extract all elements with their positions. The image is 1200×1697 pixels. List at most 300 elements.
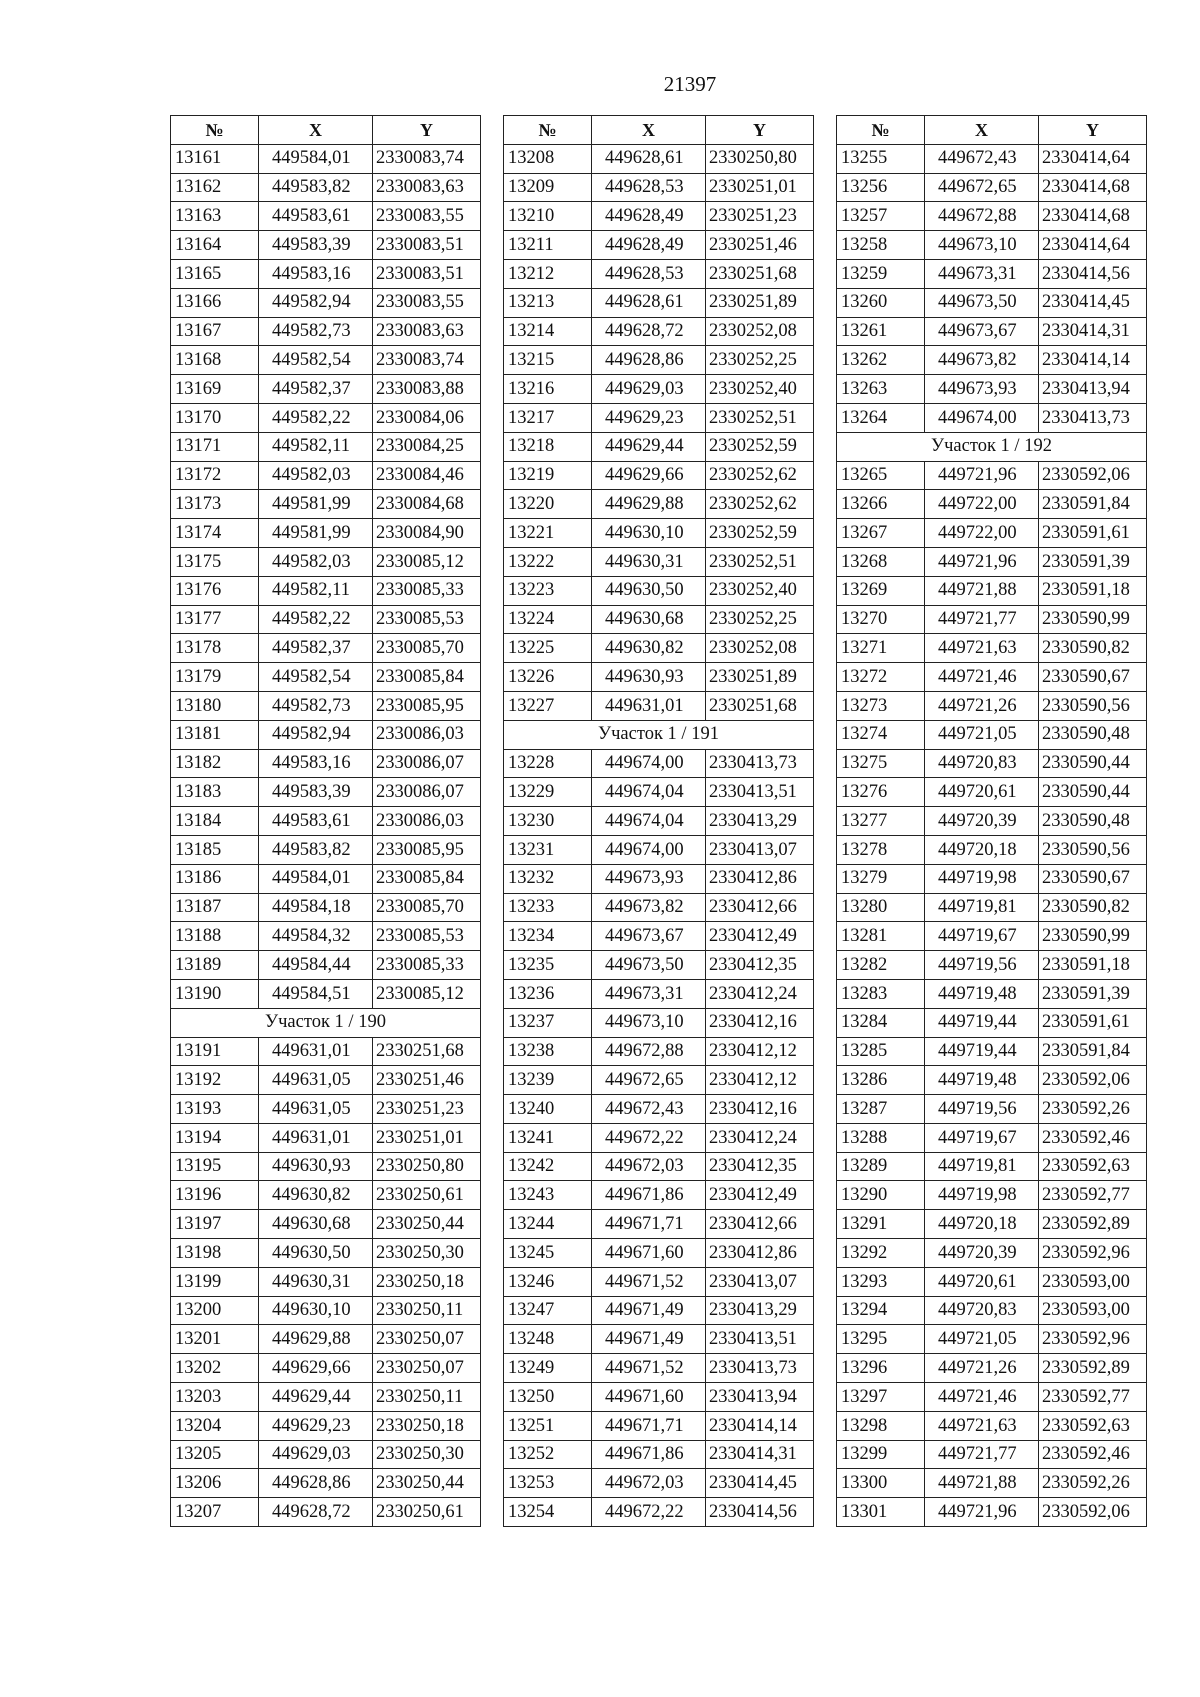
cell-num: 13208: [504, 144, 592, 173]
cell-num: 13221: [504, 519, 592, 548]
table-row: [171, 461, 481, 490]
cell-x: 449671,60: [592, 1383, 706, 1412]
table-row: [837, 259, 1147, 288]
cell-x: 449583,39: [259, 778, 373, 807]
cell-y: 2330591,18: [1039, 576, 1147, 605]
cell-x: 449582,03: [259, 461, 373, 490]
cell-x: 449584,18: [259, 893, 373, 922]
table-row: [171, 403, 481, 432]
cell-y: 2330413,51: [706, 1325, 814, 1354]
cell-x: 449721,96: [925, 547, 1039, 576]
cell-num: 13195: [171, 1152, 259, 1181]
cell-x: 449671,71: [592, 1210, 706, 1239]
cell-y: 2330414,68: [1039, 173, 1147, 202]
cell-num: 13198: [171, 1239, 259, 1268]
cell-y: 2330414,64: [1039, 231, 1147, 260]
cell-x: 449584,01: [259, 864, 373, 893]
cell-y: 2330252,40: [706, 576, 814, 605]
cell-y: 2330083,51: [373, 231, 481, 260]
cell-num: 13277: [837, 807, 925, 836]
cell-y: 2330590,67: [1039, 864, 1147, 893]
cell-num: 13215: [504, 346, 592, 375]
table-row: [837, 778, 1147, 807]
cell-y: 2330252,25: [706, 346, 814, 375]
cell-x: 449582,73: [259, 691, 373, 720]
cell-x: 449671,86: [592, 1440, 706, 1469]
cell-num: 13214: [504, 317, 592, 346]
cell-y: 2330083,63: [373, 317, 481, 346]
cell-num: 13271: [837, 634, 925, 663]
table-row: [504, 519, 814, 548]
cell-x: 449721,63: [925, 1411, 1039, 1440]
cell-x: 449721,77: [925, 605, 1039, 634]
table-row: [171, 1239, 481, 1268]
table-row: [504, 1152, 814, 1181]
cell-num: 13293: [837, 1267, 925, 1296]
cell-num: 13199: [171, 1267, 259, 1296]
cell-x: 449671,86: [592, 1181, 706, 1210]
cell-num: 13300: [837, 1469, 925, 1498]
cell-num: 13249: [504, 1354, 592, 1383]
cell-y: 2330413,73: [706, 749, 814, 778]
cell-y: 2330251,89: [706, 663, 814, 692]
table-row: [504, 1440, 814, 1469]
cell-y: 2330592,89: [1039, 1210, 1147, 1239]
table-row: [504, 663, 814, 692]
table-row: [837, 720, 1147, 749]
cell-num: 13232: [504, 864, 592, 893]
cell-num: 13265: [837, 461, 925, 490]
cell-x: 449720,83: [925, 1296, 1039, 1325]
cell-y: 2330590,56: [1039, 835, 1147, 864]
cell-x: 449631,05: [259, 1095, 373, 1124]
cell-x: 449581,99: [259, 519, 373, 548]
cell-x: 449628,53: [592, 173, 706, 202]
cell-num: 13268: [837, 547, 925, 576]
table-row: [171, 835, 481, 864]
cell-y: 2330252,08: [706, 317, 814, 346]
cell-num: 13238: [504, 1037, 592, 1066]
table-row: [837, 1469, 1147, 1498]
cell-num: 13267: [837, 519, 925, 548]
cell-x: 449630,68: [259, 1210, 373, 1239]
table-row: [171, 691, 481, 720]
table-row: [837, 1325, 1147, 1354]
cell-y: 2330086,07: [373, 778, 481, 807]
cell-num: 13229: [504, 778, 592, 807]
table-row: [504, 375, 814, 404]
cell-num: 13192: [171, 1066, 259, 1095]
cell-y: 2330250,80: [373, 1152, 481, 1181]
table-row: [504, 979, 814, 1008]
cell-y: 2330250,18: [373, 1267, 481, 1296]
cell-y: 2330250,80: [706, 144, 814, 173]
cell-x: 449583,82: [259, 173, 373, 202]
cell-y: 2330412,35: [706, 951, 814, 980]
table-row: [837, 1267, 1147, 1296]
cell-x: 449628,61: [592, 144, 706, 173]
cell-y: 2330252,25: [706, 605, 814, 634]
cell-y: 2330086,03: [373, 720, 481, 749]
cell-x: 449719,44: [925, 1008, 1039, 1037]
cell-num: 13243: [504, 1181, 592, 1210]
cell-x: 449673,93: [925, 375, 1039, 404]
cell-x: 449631,05: [259, 1066, 373, 1095]
table-row: [504, 1037, 814, 1066]
table-row: [171, 1296, 481, 1325]
table-row: [837, 576, 1147, 605]
table-row: [837, 1123, 1147, 1152]
table-row: [171, 231, 481, 260]
table-row: [171, 1123, 481, 1152]
cell-num: 13196: [171, 1181, 259, 1210]
table-row: [171, 605, 481, 634]
cell-x: 449628,61: [592, 288, 706, 317]
cell-num: 13212: [504, 259, 592, 288]
cell-num: 13201: [171, 1325, 259, 1354]
section-row: [171, 1008, 481, 1037]
cell-x: 449719,48: [925, 1066, 1039, 1095]
cell-y: 2330250,30: [373, 1440, 481, 1469]
cell-num: 13244: [504, 1210, 592, 1239]
cell-y: 2330593,00: [1039, 1296, 1147, 1325]
cell-y: 2330251,46: [706, 231, 814, 260]
cell-x: 449672,03: [592, 1152, 706, 1181]
cell-y: 2330592,26: [1039, 1469, 1147, 1498]
cell-num: 13205: [171, 1440, 259, 1469]
table-row: [171, 1325, 481, 1354]
cell-num: 13161: [171, 144, 259, 173]
table-row: [837, 1095, 1147, 1124]
cell-y: 2330590,99: [1039, 605, 1147, 634]
cell-y: 2330083,63: [373, 173, 481, 202]
cell-x: 449671,49: [592, 1296, 706, 1325]
cell-y: 2330085,53: [373, 605, 481, 634]
cell-x: 449673,82: [592, 893, 706, 922]
table-row: [504, 1066, 814, 1095]
cell-y: 2330412,49: [706, 1181, 814, 1210]
cell-y: 2330590,82: [1039, 893, 1147, 922]
cell-y: 2330085,33: [373, 951, 481, 980]
cell-num: 13286: [837, 1066, 925, 1095]
cell-num: 13167: [171, 317, 259, 346]
cell-x: 449672,22: [592, 1123, 706, 1152]
cell-y: 2330084,06: [373, 403, 481, 432]
cell-x: 449719,44: [925, 1037, 1039, 1066]
header-number: №: [504, 116, 592, 145]
table-row: [171, 864, 481, 893]
cell-num: 13173: [171, 490, 259, 519]
cell-x: 449672,88: [925, 202, 1039, 231]
table-row: [171, 749, 481, 778]
cell-y: 2330590,44: [1039, 778, 1147, 807]
cell-y: 2330414,45: [1039, 288, 1147, 317]
cell-x: 449629,66: [259, 1354, 373, 1383]
cell-y: 2330083,88: [373, 375, 481, 404]
cell-num: 13209: [504, 173, 592, 202]
cell-num: 13251: [504, 1411, 592, 1440]
cell-x: 449672,43: [592, 1095, 706, 1124]
cell-num: 13276: [837, 778, 925, 807]
cell-y: 2330592,06: [1039, 1498, 1147, 1527]
table-row: [837, 1498, 1147, 1527]
cell-num: 13228: [504, 749, 592, 778]
table-row: [504, 490, 814, 519]
cell-x: 449673,31: [925, 259, 1039, 288]
cell-num: 13256: [837, 173, 925, 202]
cell-y: 2330251,23: [373, 1095, 481, 1124]
table-row: [837, 173, 1147, 202]
cell-num: 13171: [171, 432, 259, 461]
cell-num: 13166: [171, 288, 259, 317]
cell-num: 13185: [171, 835, 259, 864]
cell-y: 2330252,62: [706, 461, 814, 490]
cell-x: 449721,88: [925, 576, 1039, 605]
table-row: [837, 1383, 1147, 1412]
cell-y: 2330591,18: [1039, 951, 1147, 980]
cell-y: 2330412,66: [706, 893, 814, 922]
cell-y: 2330412,24: [706, 1123, 814, 1152]
table-row: [504, 1469, 814, 1498]
cell-num: 13180: [171, 691, 259, 720]
cell-num: 13279: [837, 864, 925, 893]
cell-num: 13178: [171, 634, 259, 663]
cell-x: 449582,54: [259, 346, 373, 375]
cell-y: 2330593,00: [1039, 1267, 1147, 1296]
table-row: [504, 576, 814, 605]
cell-num: 13285: [837, 1037, 925, 1066]
cell-num: 13299: [837, 1440, 925, 1469]
cell-y: 2330413,94: [1039, 375, 1147, 404]
cell-y: 2330414,14: [1039, 346, 1147, 375]
cell-y: 2330413,73: [706, 1354, 814, 1383]
cell-x: 449721,63: [925, 634, 1039, 663]
cell-num: 13246: [504, 1267, 592, 1296]
table-row: [837, 1296, 1147, 1325]
cell-x: 449630,82: [592, 634, 706, 663]
cell-num: 13235: [504, 951, 592, 980]
cell-x: 449629,44: [259, 1383, 373, 1412]
cell-x: 449628,86: [592, 346, 706, 375]
table-row: [504, 259, 814, 288]
cell-num: 13224: [504, 605, 592, 634]
table-row: [504, 1210, 814, 1239]
cell-x: 449629,23: [259, 1411, 373, 1440]
cell-x: 449629,66: [592, 461, 706, 490]
cell-num: 13227: [504, 691, 592, 720]
table-row: [837, 1037, 1147, 1066]
cell-x: 449630,68: [592, 605, 706, 634]
cell-num: 13219: [504, 461, 592, 490]
cell-y: 2330413,51: [706, 778, 814, 807]
cell-num: 13257: [837, 202, 925, 231]
cell-y: 2330592,63: [1039, 1152, 1147, 1181]
cell-y: 2330251,89: [706, 288, 814, 317]
coordinates-table-1: [170, 115, 481, 1527]
cell-x: 449628,86: [259, 1469, 373, 1498]
cell-num: 13292: [837, 1239, 925, 1268]
cell-num: 13177: [171, 605, 259, 634]
cell-y: 2330413,29: [706, 1296, 814, 1325]
cell-y: 2330413,07: [706, 1267, 814, 1296]
cell-num: 13223: [504, 576, 592, 605]
table-row: [504, 144, 814, 173]
cell-y: 2330592,46: [1039, 1440, 1147, 1469]
table-row: [171, 1037, 481, 1066]
cell-x: 449719,81: [925, 1152, 1039, 1181]
cell-num: 13216: [504, 375, 592, 404]
table-row: [171, 1181, 481, 1210]
cell-num: 13181: [171, 720, 259, 749]
table-row: [504, 1296, 814, 1325]
cell-num: 13190: [171, 979, 259, 1008]
cell-num: 13169: [171, 375, 259, 404]
cell-y: 2330591,39: [1039, 547, 1147, 576]
table-row: [837, 951, 1147, 980]
cell-num: 13194: [171, 1123, 259, 1152]
cell-x: 449584,01: [259, 144, 373, 173]
cell-x: 449719,98: [925, 1181, 1039, 1210]
cell-x: 449672,22: [592, 1498, 706, 1527]
cell-y: 2330251,01: [373, 1123, 481, 1152]
cell-y: 2330414,56: [706, 1498, 814, 1527]
table-row: [504, 1181, 814, 1210]
cell-x: 449671,52: [592, 1354, 706, 1383]
cell-num: 13284: [837, 1008, 925, 1037]
cell-y: 2330413,94: [706, 1383, 814, 1412]
cell-num: 13295: [837, 1325, 925, 1354]
cell-x: 449672,03: [592, 1469, 706, 1498]
cell-x: 449584,51: [259, 979, 373, 1008]
header-number: №: [837, 116, 925, 145]
cell-x: 449674,00: [592, 835, 706, 864]
cell-num: 13213: [504, 288, 592, 317]
section-row: [504, 720, 814, 749]
cell-x: 449582,54: [259, 663, 373, 692]
cell-x: 449583,61: [259, 807, 373, 836]
cell-x: 449671,52: [592, 1267, 706, 1296]
cell-y: 2330412,16: [706, 1008, 814, 1037]
table-row: [837, 1239, 1147, 1268]
cell-x: 449582,73: [259, 317, 373, 346]
cell-num: 13289: [837, 1152, 925, 1181]
table-row: [504, 432, 814, 461]
cell-y: 2330592,77: [1039, 1383, 1147, 1412]
cell-num: 13253: [504, 1469, 592, 1498]
cell-x: 449583,61: [259, 202, 373, 231]
cell-num: 13204: [171, 1411, 259, 1440]
cell-x: 449630,31: [592, 547, 706, 576]
table-row: [504, 807, 814, 836]
cell-y: 2330086,07: [373, 749, 481, 778]
cell-y: 2330251,68: [706, 259, 814, 288]
cell-y: 2330252,08: [706, 634, 814, 663]
cell-y: 2330083,74: [373, 144, 481, 173]
cell-x: 449673,82: [925, 346, 1039, 375]
cell-y: 2330412,12: [706, 1066, 814, 1095]
table-row: [504, 1325, 814, 1354]
cell-num: 13236: [504, 979, 592, 1008]
cell-num: 13203: [171, 1383, 259, 1412]
cell-num: 13210: [504, 202, 592, 231]
table-row: [837, 893, 1147, 922]
table-row: [504, 1123, 814, 1152]
cell-x: 449721,88: [925, 1469, 1039, 1498]
cell-y: 2330084,25: [373, 432, 481, 461]
cell-num: 13184: [171, 807, 259, 836]
table-row: [837, 807, 1147, 836]
cell-y: 2330085,33: [373, 576, 481, 605]
cell-x: 449719,56: [925, 951, 1039, 980]
cell-num: 13183: [171, 778, 259, 807]
cell-y: 2330252,59: [706, 519, 814, 548]
cell-num: 13297: [837, 1383, 925, 1412]
cell-num: 13241: [504, 1123, 592, 1152]
cell-y: 2330083,51: [373, 259, 481, 288]
section-title: Участок 1 / 190: [171, 1008, 481, 1037]
page-number: 21397: [663, 72, 717, 96]
cell-y: 2330252,51: [706, 547, 814, 576]
cell-num: 13252: [504, 1440, 592, 1469]
cell-x: 449630,50: [592, 576, 706, 605]
table-row: [171, 1210, 481, 1239]
table-row: [504, 1239, 814, 1268]
cell-x: 449629,23: [592, 403, 706, 432]
table-row: [837, 634, 1147, 663]
cell-num: 13255: [837, 144, 925, 173]
table-row: [504, 922, 814, 951]
table-row: [504, 634, 814, 663]
cell-num: 13301: [837, 1498, 925, 1527]
cell-num: 13247: [504, 1296, 592, 1325]
cell-num: 13274: [837, 720, 925, 749]
cell-y: 2330592,26: [1039, 1095, 1147, 1124]
cell-y: 2330250,61: [373, 1181, 481, 1210]
table-row: [837, 1066, 1147, 1095]
cell-x: 449719,81: [925, 893, 1039, 922]
cell-x: 449673,31: [592, 979, 706, 1008]
table-row: [837, 663, 1147, 692]
cell-num: 13281: [837, 922, 925, 951]
cell-num: 13261: [837, 317, 925, 346]
table-row: [837, 490, 1147, 519]
cell-num: 13263: [837, 375, 925, 404]
cell-num: 13225: [504, 634, 592, 663]
cell-x: 449719,56: [925, 1095, 1039, 1124]
coordinates-table-3: [836, 115, 1147, 1527]
cell-num: 13270: [837, 605, 925, 634]
cell-y: 2330590,82: [1039, 634, 1147, 663]
cell-x: 449673,67: [925, 317, 1039, 346]
cell-num: 13290: [837, 1181, 925, 1210]
table-row: [837, 1152, 1147, 1181]
table-row: [171, 778, 481, 807]
cell-num: 13262: [837, 346, 925, 375]
header-y: Y: [1039, 116, 1147, 145]
cell-num: 13176: [171, 576, 259, 605]
table-row: [837, 202, 1147, 231]
cell-x: 449672,88: [592, 1037, 706, 1066]
cell-y: 2330084,68: [373, 490, 481, 519]
cell-y: 2330085,70: [373, 893, 481, 922]
cell-x: 449720,61: [925, 778, 1039, 807]
cell-num: 13264: [837, 403, 925, 432]
cell-y: 2330590,48: [1039, 807, 1147, 836]
cell-num: 13275: [837, 749, 925, 778]
cell-x: 449720,39: [925, 807, 1039, 836]
cell-num: 13233: [504, 893, 592, 922]
cell-x: 449673,93: [592, 864, 706, 893]
